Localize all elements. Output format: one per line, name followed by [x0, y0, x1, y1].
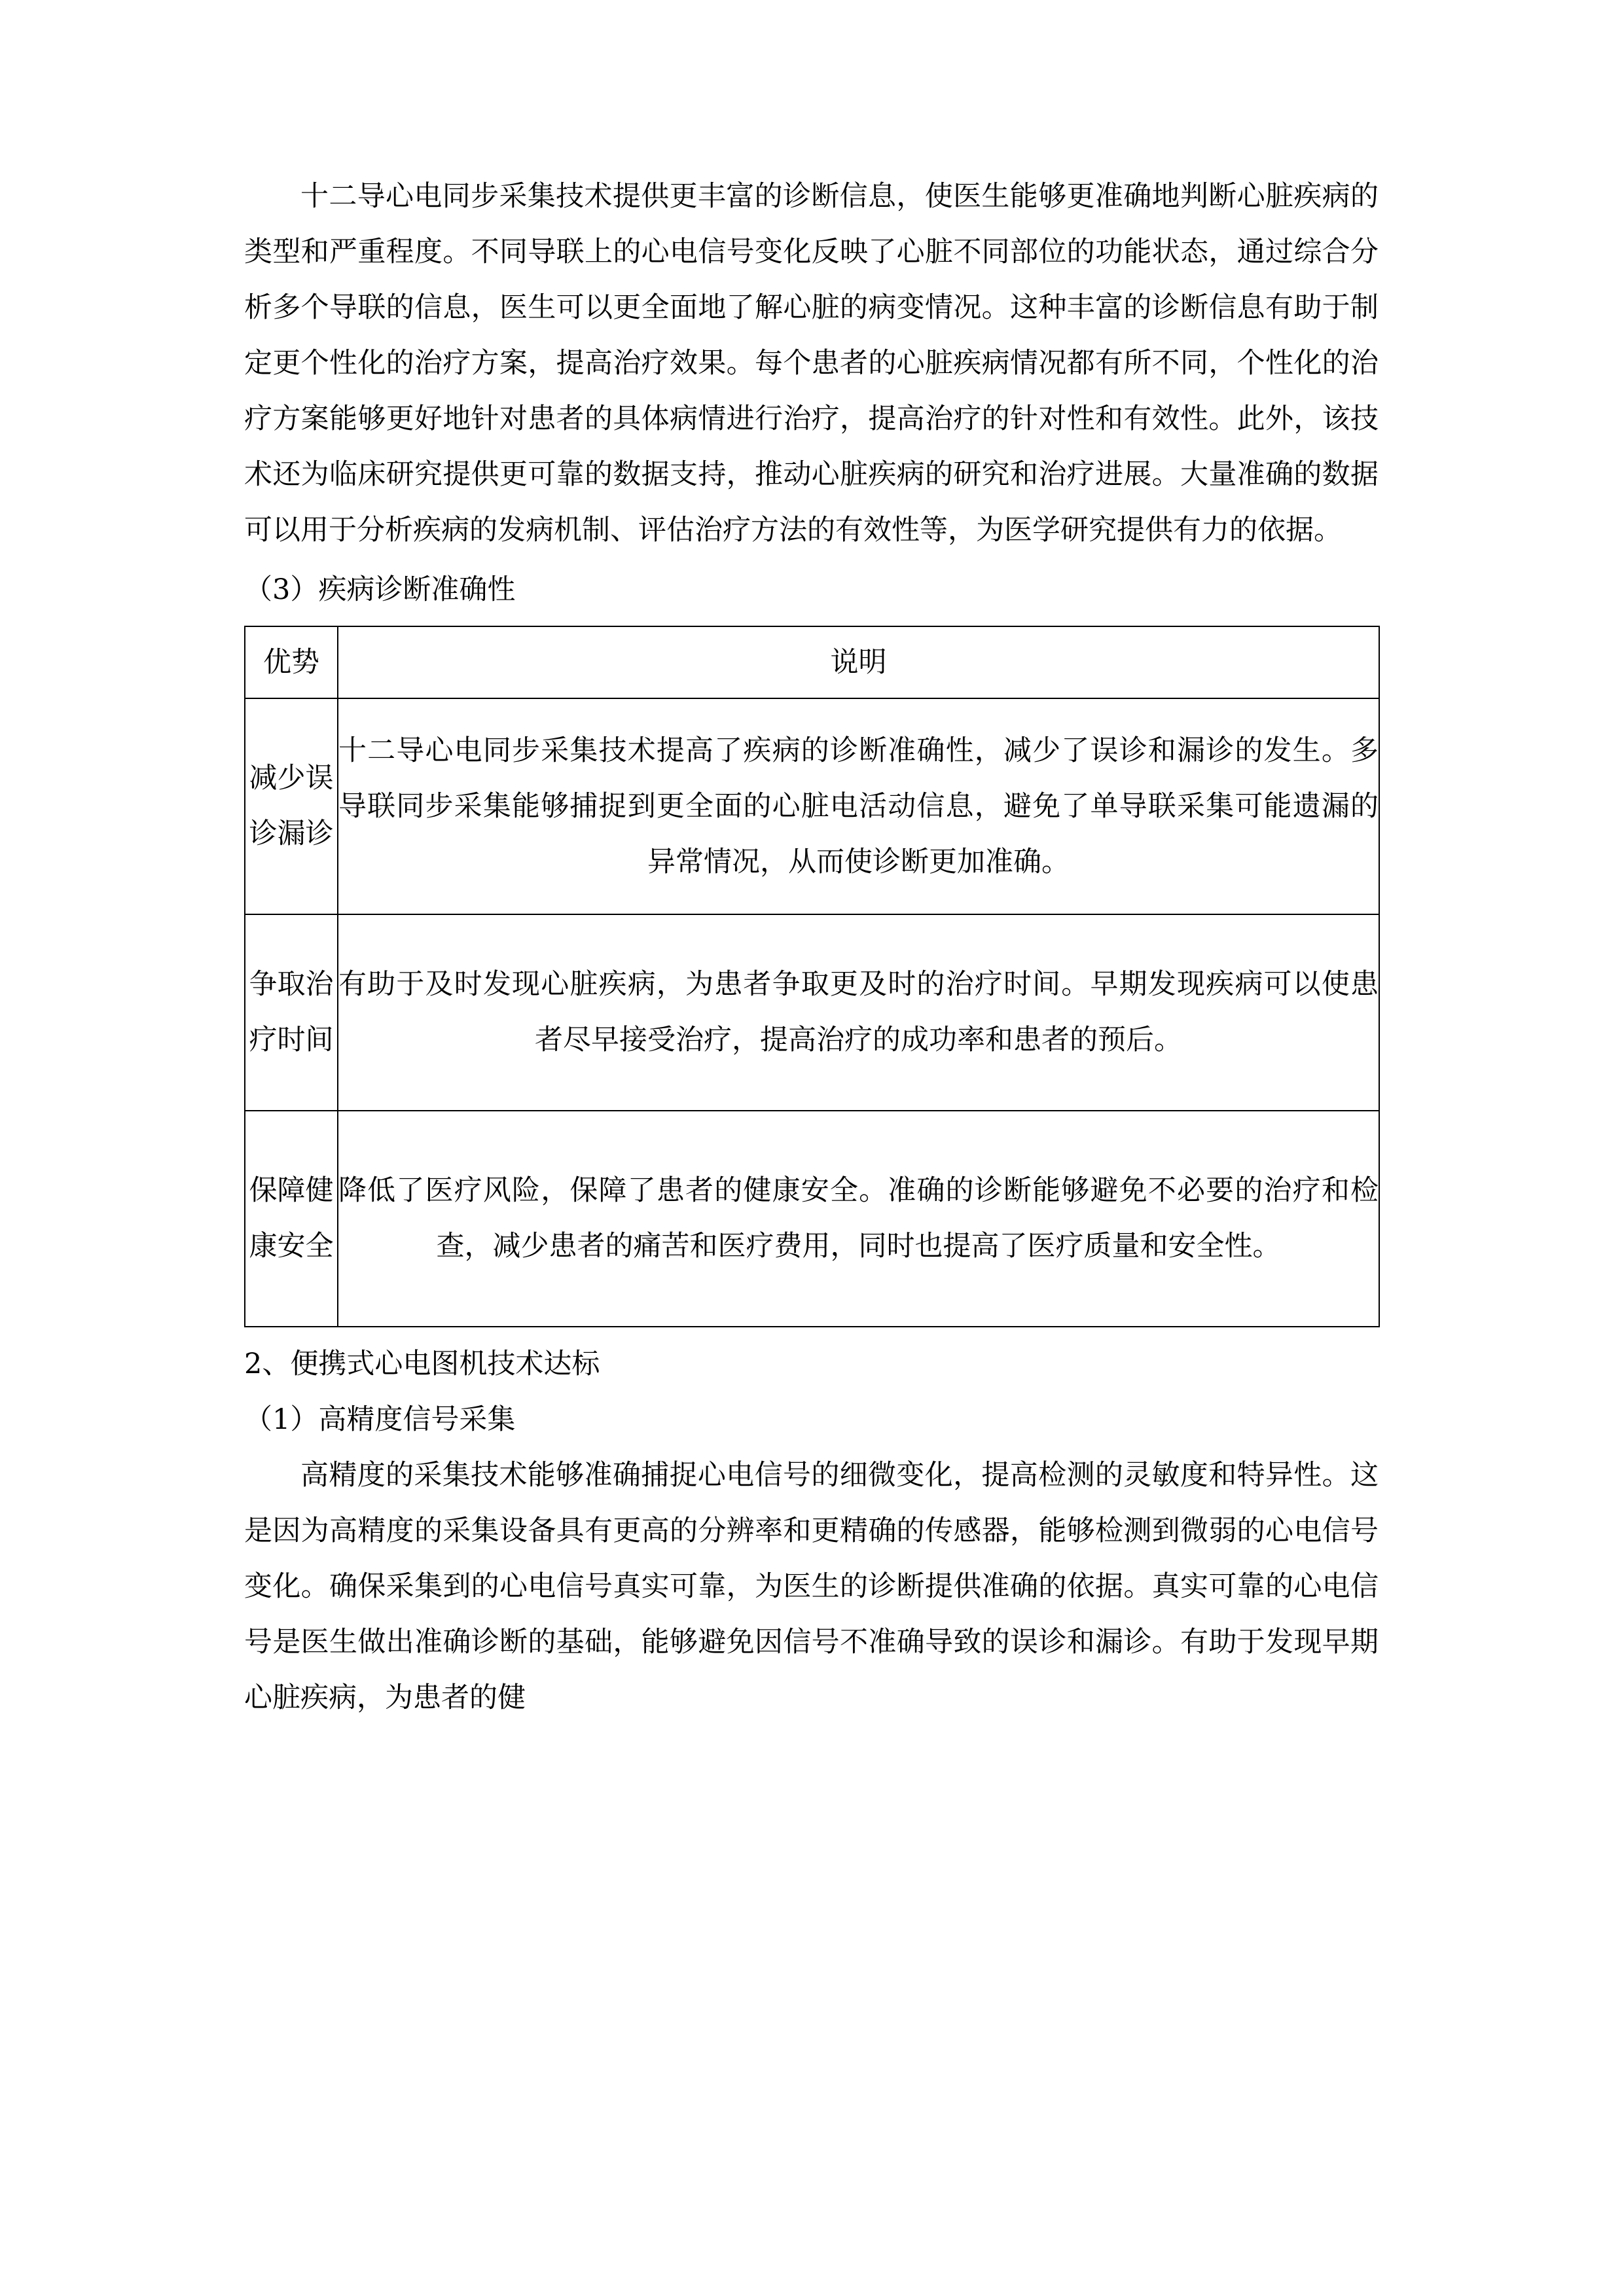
- table-body: [245, 698, 1379, 1327]
- table-header-description: 说明: [338, 626, 1379, 698]
- heading-section-2-1: （1）高精度信号采集: [244, 1403, 516, 1436]
- table-header-row: [245, 626, 1379, 698]
- table-cell-advantage: 减少误诊漏诊: [245, 698, 338, 914]
- table-cell-description: 降低了医疗风险，保障了患者的健康安全。准确的诊断能够避免不必要的治疗和检查，减少患者的痛苦和医疗费用，同时也提高了医疗质量和安全性。: [338, 1111, 1379, 1327]
- heading-section-2: 2、便携式心电图机技术达标: [244, 1348, 600, 1380]
- table-cell-description: 有助于及时发现心脏疾病，为患者争取更及时的治疗时间。早期发现疾病可以使患者尽早接受治疗，提高治疗的成功率和患者的预后。: [338, 914, 1379, 1111]
- table-row: [245, 698, 1379, 914]
- table-head: [245, 626, 1379, 698]
- table-cell-advantage: 争取治疗时间: [245, 914, 338, 1111]
- paragraph-high-precision: 高精度的采集技术能够准确捕捉心电信号的细微变化，提高检测的灵敏度和特异性。这是因为高精度的采集设备具有更高的分辨率和更精确的传感器，能够检测到微弱的心电信号变化。确保采集到的心电信号真实可靠，为医生的诊断提供准确的依据。真实可靠的心电信号是医生做出准确诊断的基础，能够避免因信号不准确导致的误诊和漏诊。有助于发现早期心脏疾病，为患者的健: [244, 1459, 1379, 1714]
- spacer: [244, 1327, 1379, 1336]
- table-row: [245, 1111, 1379, 1327]
- table-cell-description: 十二导心电同步采集技术提高了疾病的诊断准确性，减少了误诊和漏诊的发生。多导联同步采集能够捕捉到更全面的心脏电活动信息，避免了单导联采集可能遗漏的异常情况，从而使诊断更加准确。: [338, 698, 1379, 914]
- advantage-table: [244, 626, 1380, 1327]
- table-cell-advantage: 保障健康安全: [245, 1111, 338, 1327]
- document-content: [244, 169, 1379, 1726]
- heading-section-3: （3）疾病诊断准确性: [244, 573, 516, 606]
- paragraph-intro: 十二导心电同步采集技术提供更丰富的诊断信息，使医生能够更准确地判断心脏疾病的类型和严重程度。不同导联上的心电信号变化反映了心脏不同部位的功能状态，通过综合分析多个导联的信息，医生可以更全面地了解心脏的病变情况。这种丰富的诊断信息有助于制定更个性化的治疗方案，提高治疗效果。每个患者的心脏疾病情况都有所不同，个性化的治疗方案能够更好地针对患者的具体病情进行治疗，提高治疗的针对性和有效性。此外，该技术还为临床研究提供更可靠的数据支持，推动心脏疾病的研究和治疗进展。大量准确的数据可以用于分析疾病的发病机制、评估治疗方法的有效性等，为医学研究提供有力的依据。: [244, 180, 1379, 547]
- table-row: [245, 914, 1379, 1111]
- table-header-advantage: 优势: [245, 626, 338, 698]
